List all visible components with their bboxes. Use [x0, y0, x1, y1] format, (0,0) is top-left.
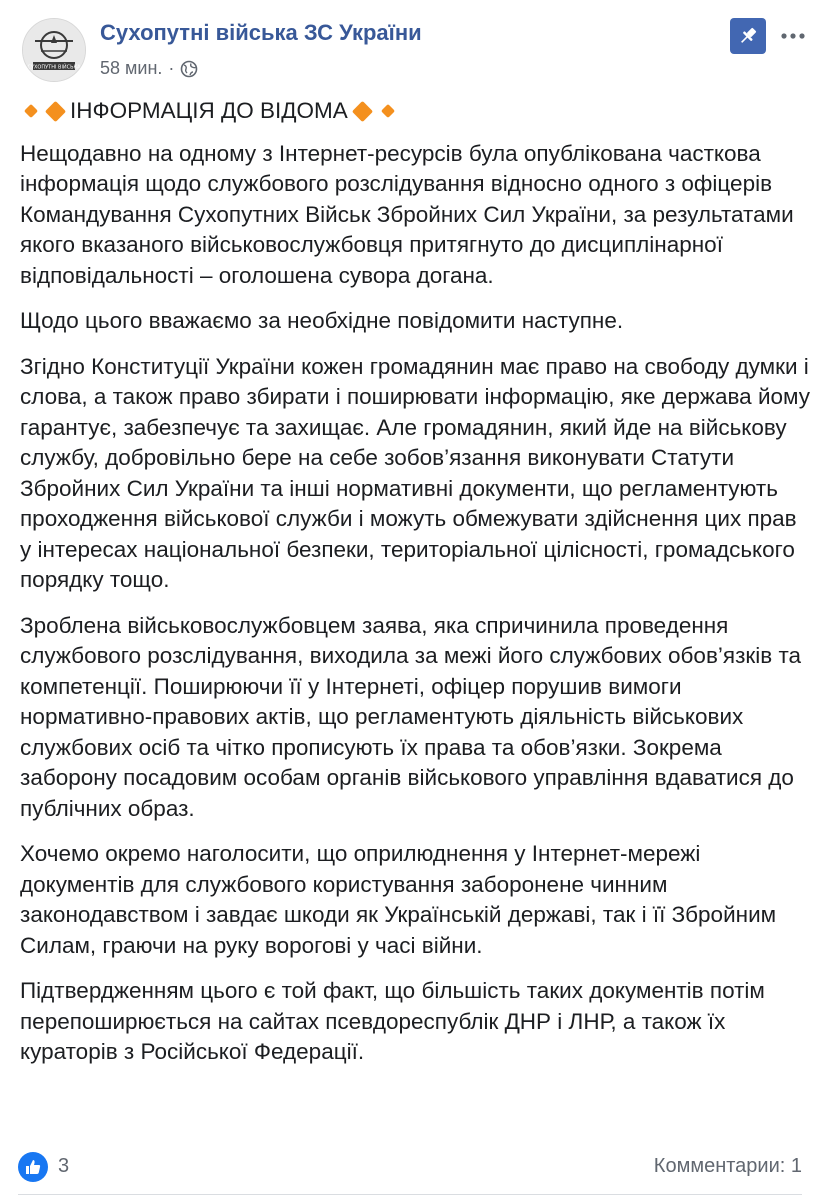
page-name-link[interactable]: Сухопутні війська ЗС України [100, 20, 422, 45]
orange-diamond-icon [45, 101, 66, 122]
orange-diamond-icon [352, 101, 373, 122]
headline-text: ІНФОРМАЦІЯ ДО ВІДОМА [70, 98, 348, 123]
post-paragraph: Підтвердженням цього є той факт, що більшість таких документів потім перепоширюється на сайтах псевдореспублік ДНР і ЛНР, а також їх кураторів з Російської Федерації. [20, 978, 765, 1064]
post-paragraph: Щодо цього вважаємо за необхідне повідомити наступне. [20, 308, 624, 333]
footer-divider [18, 1194, 802, 1195]
post-paragraph: Згідно Конституції України кожен громадянин має право на свободу думки і слова, а також право збирати і поширювати інформацію, яке держава йому гарантує, забезпечує та захищає. Але громадянин, який йде на військову службу, добровільно бере на себе зобов’язання виконувати Статути Збройних Сил України та інші нормативні документи, що регламентують проходження військової служби і можуть обмежувати здійснення цих прав у інтересах національної безпеки, територіальної цілісності, громадського порядку тощо. [20, 353, 810, 592]
post-paragraph: Зроблена військовослужбовцем заява, яка спричинила проведення службового розслідування, виходила за межі його службових обов’язків та компетенції. Поширюючи її у Інтернеті, офіцер порушив вимоги нормативно-правових актів, що регламентують діяльність військових службових осіб та чітко прописують їх права та обов’язки. Зокрема заборону посадовим особам органів військового управління вдаватися до публічних образ. [20, 612, 802, 821]
post-header [20, 16, 808, 86]
meta-separator: · [168, 58, 175, 78]
page-avatar[interactable] [22, 18, 86, 82]
more-options-button[interactable] [778, 22, 808, 50]
avatar-logo [23, 19, 85, 81]
reaction-count[interactable]: 3 [58, 1155, 70, 1177]
post-footer [18, 1152, 802, 1182]
post-headline [20, 96, 810, 127]
pin-button[interactable] [730, 18, 766, 54]
like-icon[interactable] [18, 1152, 48, 1182]
post-content [20, 96, 810, 1083]
post-timestamp[interactable]: 58 мин. [100, 58, 163, 78]
post-paragraph: Нещодавно на одному з Інтернет-ресурсів була опублікована часткова інформація щодо службового розслідування відносно одного з офіцерів Командування Сухопутних Військ Збройних Сил України, за результатами якого вказаного військовослужбовця притягнуто до дисциплінарної відповідальності – оголошена сувора догана. [20, 140, 794, 288]
orange-diamond-icon [24, 104, 38, 118]
post-meta [100, 58, 198, 79]
post-paragraph: Хочемо окремо наголосити, що оприлюднення у Інтернет-мережі документів для службового користування заборонене чинним законодавством і завдає шкоди як Українській державі, так і її Збройним Силам, граючи на руку ворогові у часі війни. [20, 841, 777, 958]
more-icon [780, 32, 806, 40]
pin-icon [737, 25, 759, 47]
avatar-caption: СУХОПУТНІ ВІЙСЬКА [27, 64, 81, 71]
orange-diamond-icon [381, 104, 395, 118]
comments-count-link[interactable]: Комментарии: 1 [653, 1155, 802, 1177]
globe-icon[interactable] [180, 60, 198, 78]
